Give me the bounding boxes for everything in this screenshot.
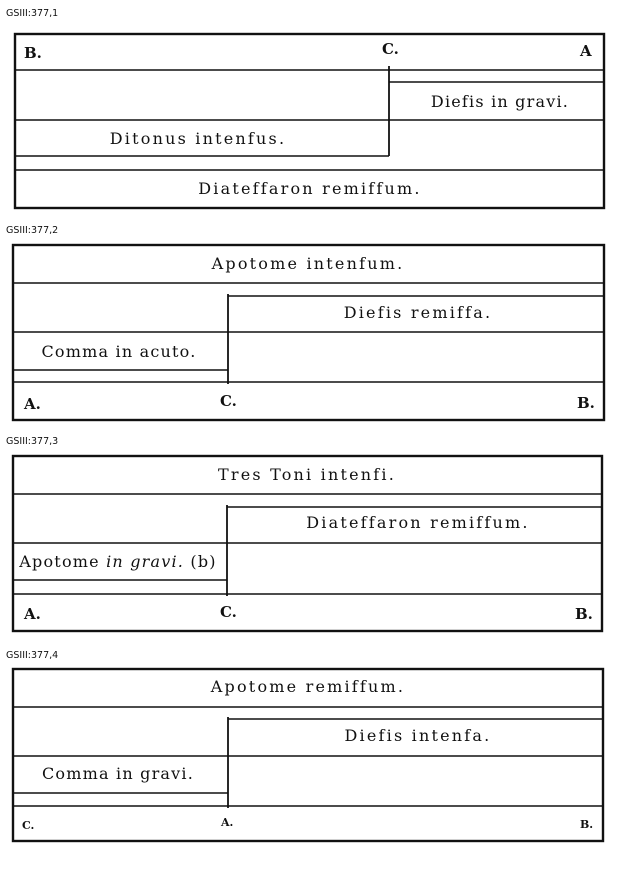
figure-3-point-right: B. [575, 605, 593, 623]
figure-3-point-left: A. [24, 605, 41, 623]
figure-2-point-right: B. [577, 394, 595, 412]
figure-3 [6, 436, 602, 631]
figure-4-point-left: C. [22, 819, 35, 832]
figure-3-label-left-plain: Apotome [19, 552, 107, 571]
figure-4-ref: GSIII:377,4 [6, 650, 59, 661]
figure-4-label-full: Apotome remiffum. [210, 677, 406, 696]
figure-1-point-mid: C. [382, 40, 399, 58]
figure-2-point-mid: C. [220, 392, 237, 410]
figure-1-point-right: A [580, 42, 592, 60]
figure-4-point-mid: A. [221, 816, 234, 829]
figure-2-ref: GSIII:377,2 [6, 225, 59, 236]
figure-1 [6, 8, 604, 208]
figure-4-label-right: Diefis intenfa. [344, 726, 492, 745]
figure-2-label-left: Comma in acuto. [41, 342, 197, 361]
figure-3-label-full: Tres Toni intenfi. [217, 465, 397, 484]
figure-3-ref: GSIII:377,3 [6, 436, 59, 447]
figure-4-point-right: B. [580, 818, 594, 831]
figure-2 [6, 225, 604, 420]
figure-4 [6, 650, 603, 841]
figure-3-label-left-italic: in gravi. [106, 552, 185, 571]
figure-3-point-mid: C. [220, 603, 237, 621]
figure-3-label-left-tail: (b) [184, 552, 217, 571]
figure-1-label-upper-right: Diefis in gravi. [430, 92, 570, 111]
figure-2-point-left: A. [24, 395, 41, 413]
figure-3-label-left [18, 552, 216, 571]
figure-2-label-full: Apotome intenfum. [211, 254, 405, 273]
figure-2-label-right: Diefis remiffa. [343, 303, 493, 322]
figure-3-label-right: Diateffaron remiffum. [306, 513, 530, 532]
figure-1-ref: GSIII:377,1 [6, 8, 59, 19]
figure-1-label-full: Diateffaron remiffum. [198, 179, 422, 198]
figure-1-point-left: B. [24, 44, 42, 62]
figure-1-label-upper-left: Ditonus intenfus. [109, 129, 287, 148]
figure-4-label-left: Comma in gravi. [41, 764, 195, 783]
